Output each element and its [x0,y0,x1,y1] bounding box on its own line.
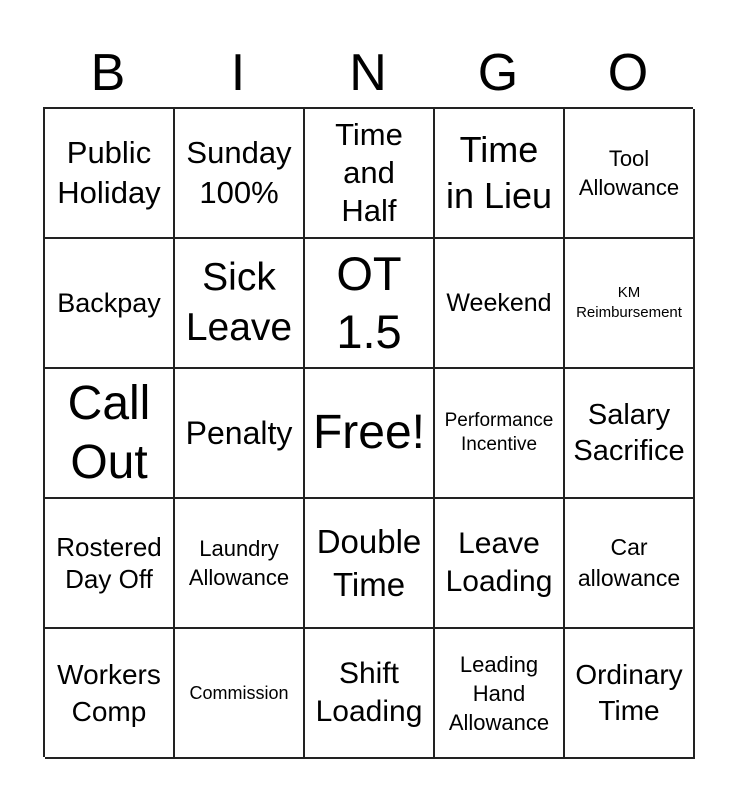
header-letter-i: I [230,44,246,102]
bingo-cell[interactable] [565,239,695,369]
bingo-cell-label: Time in Lieu [445,129,553,216]
bingo-cell[interactable] [565,499,695,629]
bingo-cell[interactable] [45,239,175,369]
bingo-cell[interactable] [435,239,565,369]
bingo-cell-label: Call Out [67,377,151,489]
header-letter-o: O [607,44,649,102]
bingo-cell-label: Ordinary Time [575,659,683,726]
bingo-cell-label: Backpay [57,288,161,318]
bingo-cell-label: Leave Loading [445,527,553,598]
bingo-cell-label: Leading Hand Allowance [448,651,550,735]
header-letter-g: G [477,44,519,102]
bingo-cell[interactable] [565,629,695,759]
bingo-cell[interactable] [45,499,175,629]
bingo-cell-label: Public Holiday [57,135,161,210]
bingo-cell[interactable] [305,629,435,759]
bingo-cell[interactable] [45,369,175,499]
bingo-cell[interactable] [175,629,305,759]
bingo-cell[interactable] [175,239,305,369]
bingo-cell-label: Workers Comp [57,659,161,727]
bingo-cell[interactable] [435,499,565,629]
bingo-cell[interactable] [45,109,175,239]
bingo-cell[interactable] [305,239,435,369]
bingo-cell-label: Sunday 100% [186,135,292,210]
bingo-cell[interactable] [175,369,305,499]
bingo-cell-label: Performance Incentive [444,410,554,455]
bingo-cell-label: Weekend [446,289,552,317]
bingo-cell[interactable] [305,369,435,499]
header-letter-b: B [90,44,126,102]
bingo-cell-label: Car allowance [577,534,681,591]
bingo-cell-label: KM Reimbursement [576,284,682,321]
bingo-cell-label: OT 1.5 [336,247,402,358]
bingo-cell[interactable] [435,369,565,499]
bingo-cell-label: Double Time [316,523,422,603]
bingo-cell[interactable] [565,369,695,499]
bingo-cell[interactable] [435,109,565,239]
bingo-cell[interactable] [305,109,435,239]
bingo-cell-label: Sick Leave [185,256,293,349]
bingo-cell-label: Commission [189,683,289,703]
bingo-cell-label: Rostered Day Off [56,532,162,594]
bingo-cell[interactable] [175,499,305,629]
bingo-cell[interactable] [305,499,435,629]
bingo-cell-label: Laundry Allowance [188,536,290,590]
bingo-cell-label: Salary Sacrifice [573,399,685,467]
header-letter-n: N [349,44,387,102]
bingo-cell[interactable] [565,109,695,239]
bingo-cell-label: Shift Loading [315,657,423,728]
bingo-cell[interactable] [175,109,305,239]
bingo-cell-label: Free! [312,406,426,459]
bingo-board [43,107,693,757]
bingo-cell-label: Tool Allowance [578,146,680,200]
bingo-cell[interactable] [45,629,175,759]
bingo-cell-label: Time and Half [335,117,403,228]
bingo-cell-label: Penalty [185,415,293,451]
bingo-cell[interactable] [435,629,565,759]
bingo-header [43,40,693,106]
